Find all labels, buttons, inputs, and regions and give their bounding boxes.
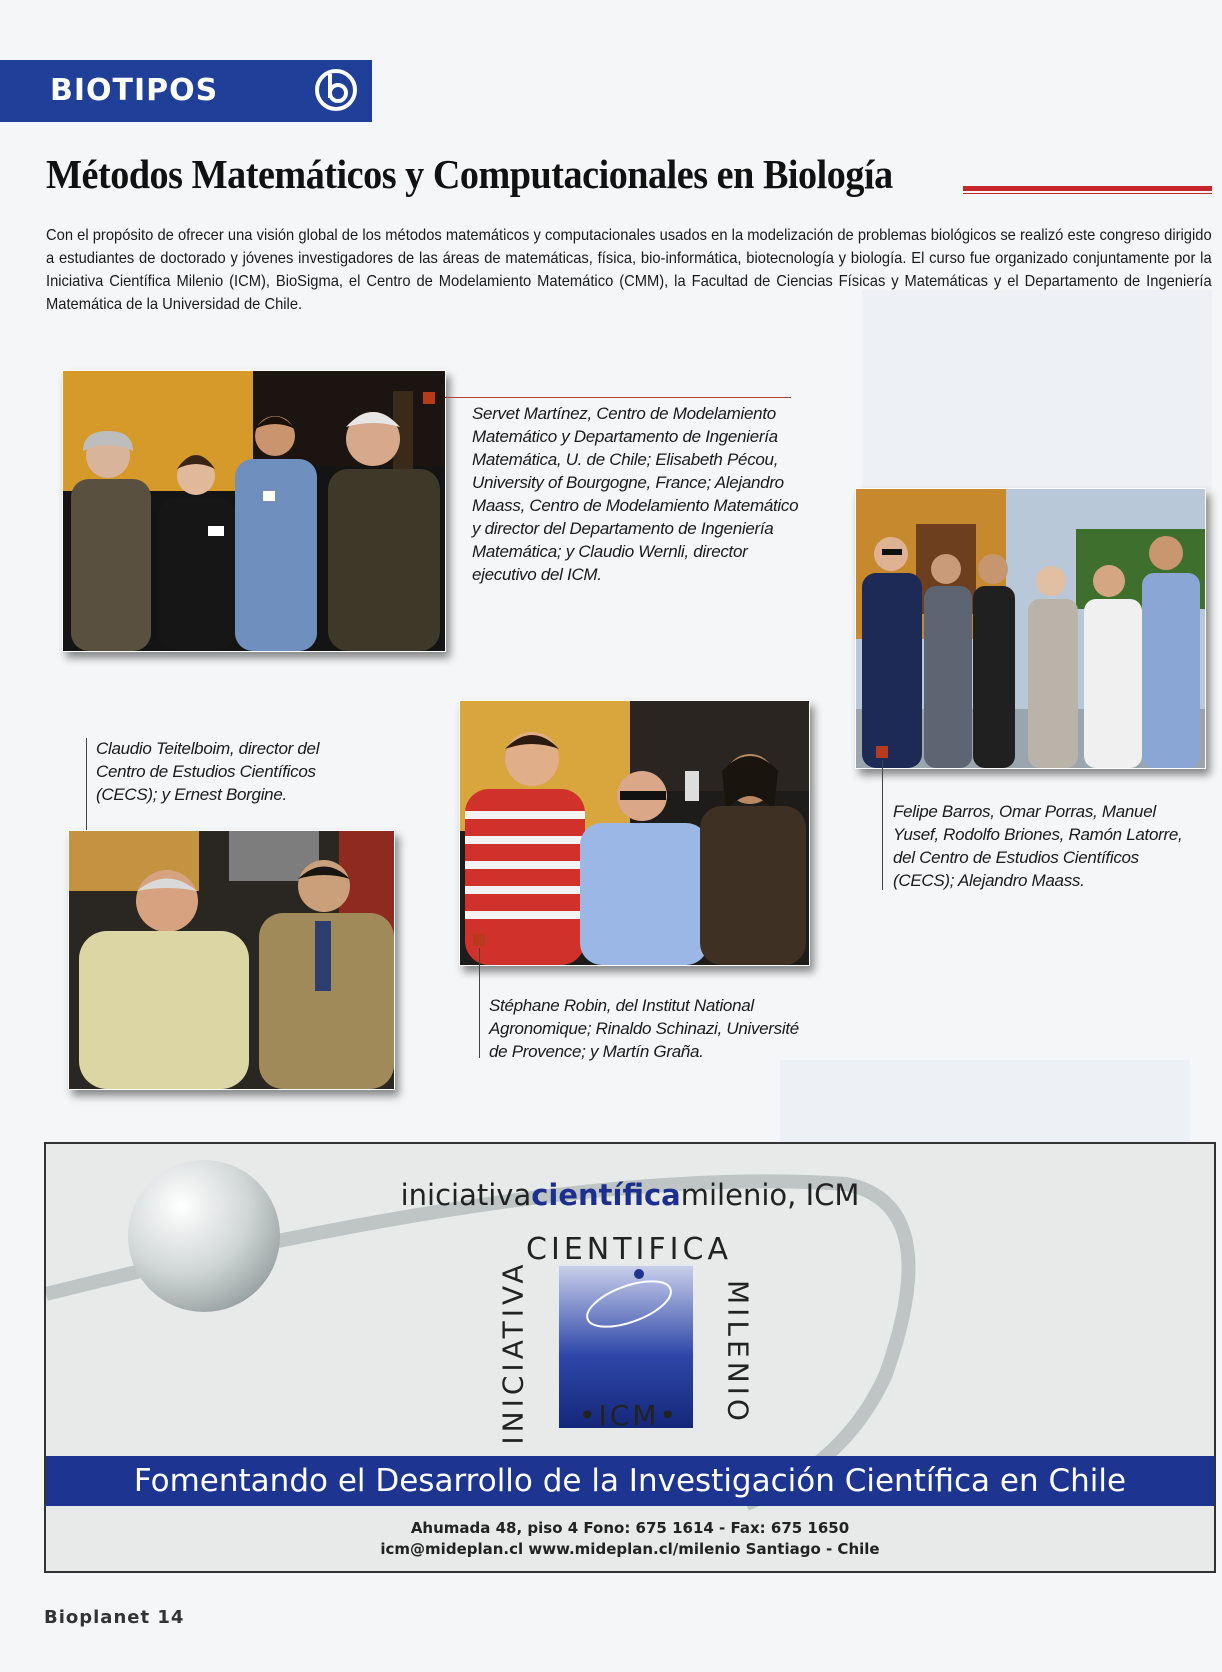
- icm-advertisement: [44, 1142, 1216, 1573]
- photo-group-2: [68, 830, 395, 1090]
- article-title: Métodos Matemáticos y Computacionales en Biología: [46, 151, 893, 197]
- icm-logo-right-text: MILENIO: [721, 1280, 755, 1425]
- caption-marker: [473, 934, 485, 946]
- ad-headline-prefix: iniciativa: [400, 1178, 532, 1212]
- ad-contact-address: Ahumada 48, piso 4 Fono: 675 1614 - Fax: 675 1650: [410, 1519, 850, 1537]
- ad-slogan-banner: [46, 1456, 1214, 1506]
- title-rule: [963, 186, 1212, 191]
- caption-rule: [479, 948, 480, 1058]
- icm-logo-left-text: INICIATIVA: [496, 1260, 530, 1445]
- photo-caption-2: Claudio Teitelboim, director del Centro de Estudios Científicos (CECS); y Ernest Borgine.: [96, 739, 320, 804]
- icm-logo-top-text: CIENTIFICA: [526, 1232, 732, 1267]
- photo-group-4: [855, 488, 1206, 769]
- ad-headline-suffix: milenio, ICM: [680, 1178, 860, 1212]
- photo-caption-4: Felipe Barros, Omar Porras, Manuel Yusef, Rodolfo Briones, Ramón Latorre, del Centro de Estudios Científicos (CECS); Alejandro Maass.: [893, 802, 1183, 890]
- bioplanet-b-icon: [314, 68, 358, 112]
- caption-marker: [423, 392, 435, 404]
- ad-contact: [46, 1518, 1214, 1560]
- caption-rule: [445, 397, 791, 398]
- icm-logo-bottom-text: •ICM•: [579, 1399, 679, 1432]
- ad-headline-bold: científica: [531, 1178, 681, 1212]
- show-through-block: [862, 290, 1212, 490]
- ad-contact-web: icm@mideplan.cl www.mideplan.cl/milenio Santiago - Chile: [380, 1540, 880, 1558]
- caption-marker: [876, 746, 888, 758]
- photo-group-3: [459, 700, 810, 966]
- page-footer: Bioplanet 14: [44, 1607, 185, 1628]
- ad-headline: [46, 1178, 1214, 1212]
- ad-slogan: Fomentando el Desarrollo de la Investigación Científica en Chile: [133, 1463, 1127, 1499]
- photo-caption-1: Servet Martínez, Centro de Modelamiento Matemático y Departamento de Ingeniería Matemática, U. de Chile; Elisabeth Pécou, University of Bourgogne, France; Alejandro Maass, Centro de Modelamiento Matemático y director del Departamento de Ingeniería Matemática; y Claudio Wernli, director ejecutivo del ICM.: [472, 404, 799, 584]
- photo-group-1: [62, 370, 446, 652]
- section-label: BIOTIPOS: [50, 73, 219, 108]
- section-header: [0, 60, 372, 122]
- article-intro: Con el propósito de ofrecer una visión global de los métodos matemáticos y computacionales usados en la modelización de problemas biológicos se realizó este congreso dirigido a estudiantes de doctorado y jóvenes investigadores de las áreas de matemáticas, física, bio-informática, biotecnología y biología. El curso fue organizado conjuntamente por la Iniciativa Científica Milenio (ICM), BioSigma, el Centro de Modelamiento Matemático (CMM), la Facultad de Ciencias Físicas y Matemáticas y el Departamento de Ingeniería Matemática de la Universidad de Chile.: [46, 227, 1212, 313]
- caption-rule: [86, 738, 87, 834]
- caption-rule: [882, 760, 883, 890]
- photo-caption-3: Stéphane Robin, del Institut National Agronomique; Rinaldo Schinazi, Université de Provence; y Martín Graña.: [489, 996, 799, 1061]
